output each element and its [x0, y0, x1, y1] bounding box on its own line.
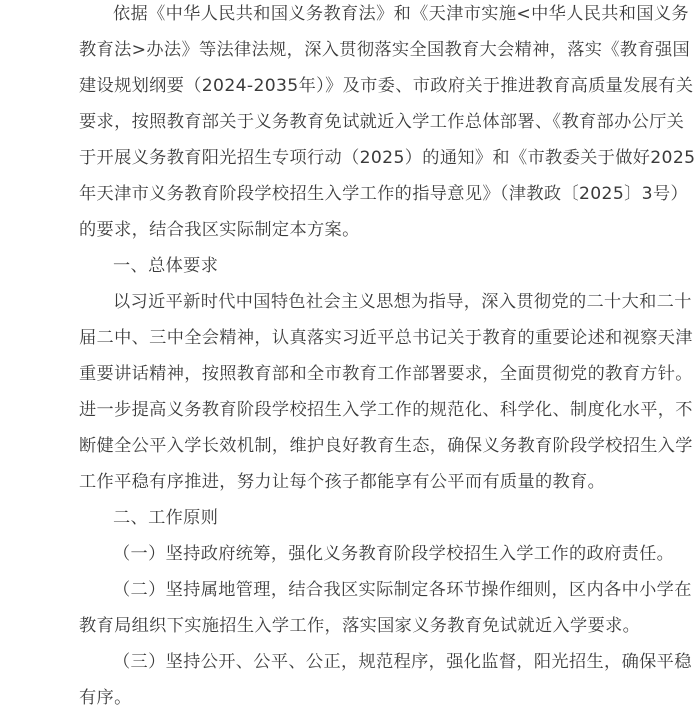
- section-heading-work-principles: 二、工作原则: [113, 508, 219, 528]
- principle-item-3-line-2: 有序。: [79, 688, 132, 708]
- paragraph-intro-line-5: 于开展义务教育阳光招生专项行动（2025）的通知》和《市教委关于做好2025: [79, 148, 696, 168]
- principle-item-2-line-2: 教育局组织下实施招生入学工作，落实国家义务教育免试就近入学要求。: [79, 616, 641, 636]
- paragraph-requirements-line-3: 重要讲话精神，按照教育部和全市教育工作部署要求，全面贯彻党的教育方针。: [79, 364, 693, 384]
- paragraph-intro-line-1: 依据《中华人民共和国义务教育法》和《天津市实施<中华人民共和国义务: [113, 4, 689, 24]
- section-heading-general-requirements: 一、总体要求: [113, 256, 219, 276]
- paragraph-intro-line-2: 教育法>办法》等法律法规，深入贯彻落实全国教育大会精神，落实《教育强国: [79, 40, 691, 60]
- paragraph-requirements-line-1: 以习近平新时代中国特色社会主义思想为指导，深入贯彻党的二十大和二十: [113, 292, 692, 312]
- paragraph-intro-line-3: 建设规划纲要（2024-2035年）》及市委、市政府关于推进教育高质量发展有关: [79, 76, 694, 96]
- paragraph-requirements-line-5: 断健全公平入学长效机制，维护良好教育生态，确保义务教育阶段学校招生入学: [79, 436, 693, 456]
- paragraph-intro-line-7: 的要求，结合我区实际制定本方案。: [79, 220, 360, 240]
- paragraph-requirements-line-2: 届二中、三中全会精神，认真落实习近平总书记关于教育的重要论述和视察天津: [79, 328, 693, 348]
- paragraph-requirements-line-6: 工作平稳有序推进，努力让每个孩子都能享有公平而有质量的教育。: [79, 472, 606, 492]
- paragraph-intro-line-6: 年天津市义务教育阶段学校招生入学工作的指导意见》（津教政〔2025〕3号）: [79, 184, 689, 204]
- principle-item-1: （一）坚持政府统筹，强化义务教育阶段学校招生入学工作的政府责任。: [113, 544, 675, 564]
- paragraph-requirements-line-4: 进一步提高义务教育阶段学校招生入学工作的规范化、科学化、制度化水平，不: [79, 400, 693, 420]
- paragraph-intro-line-4: 要求，按照教育部关于义务教育免试就近入学工作总体部署、《教育部办公厅关: [79, 112, 685, 132]
- principle-item-3-line-1: （三）坚持公开、公平、公正，规范程序，强化监督，阳光招生，确保平稳: [113, 652, 692, 672]
- principle-item-2-line-1: （二）坚持属地管理，结合我区实际制定各环节操作细则，区内各中小学在: [113, 580, 692, 600]
